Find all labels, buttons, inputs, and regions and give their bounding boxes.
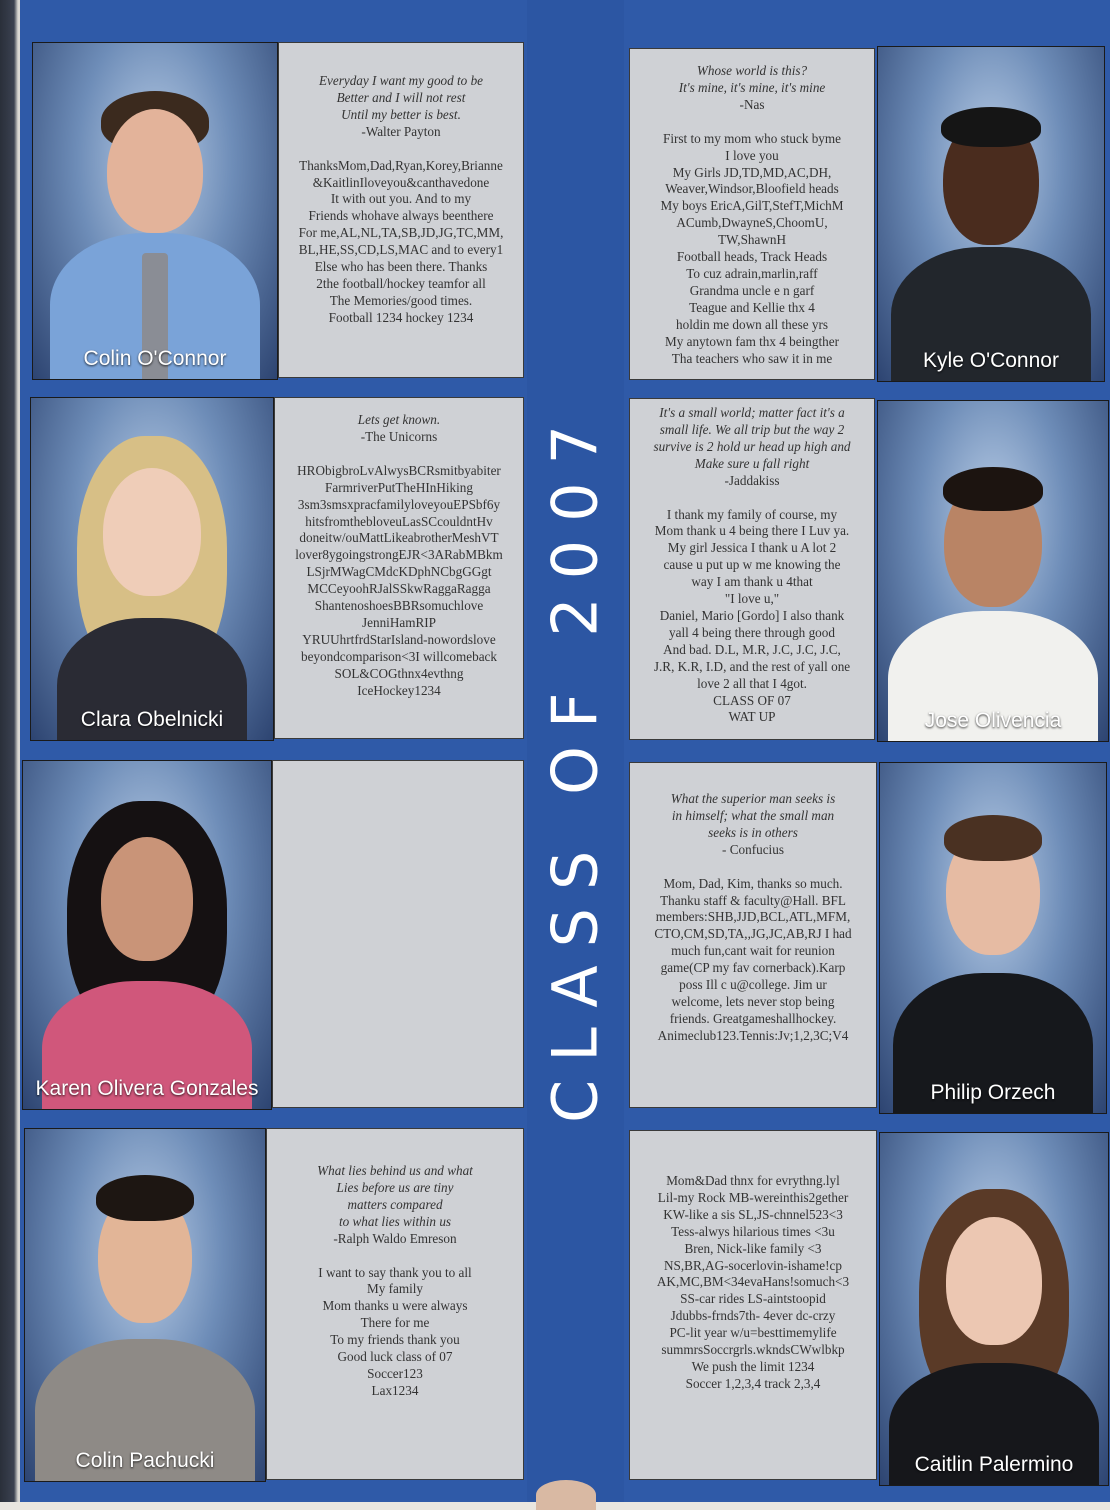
student-name: Karen Olivera Gonzales bbox=[35, 1077, 259, 1100]
student-photo-clara-obelnicki bbox=[30, 397, 274, 741]
quote-box-kyle-oconnor bbox=[629, 48, 875, 380]
quote-text: It's a small world; matter fact it's a small life. We all trip but the way 2 survive is 2 hold ur head up high and Make sure u fall right bbox=[653, 405, 851, 471]
student-name: Clara Obelnicki bbox=[80, 708, 224, 731]
message-text: Mom&Dad thnx for evrythng.lyl Lil-my Rock MB-wereinthis2gether KW-like a sis SL,JS-chnnel523<3 Tess-alwys hilarious times <3u Bren, Nick-like family <3 NS,BR,AG-socerlovin-ishame!cp AK,MC,BM<34evaHans!somuch<3 SS-car rides LS-aintstoopid Jdubbs-frnds7th- 4ever dc-crzy PC-lit year w/u=besttimemylife summrsSoccrgrls.wkndsCWwlbkp We push the limit 1234 Soccer 1,2,3,4 track 2,3,4 bbox=[656, 1173, 850, 1391]
quote-box-caitlin-palermino bbox=[629, 1130, 877, 1480]
message-text: I want to say thank you to all My family Mom thanks u were always There for me To my friends thank you Good luck class of 07 Soccer123 Lax1234 bbox=[318, 1264, 472, 1398]
quote-attribution: - Confucius bbox=[722, 841, 784, 857]
quote-box-jose-olivencia bbox=[629, 398, 875, 740]
student-name: Kyle O'Connor bbox=[923, 349, 1059, 372]
quote-text: What the superior man seeks is in himself; what the small man seeks is in others bbox=[670, 791, 836, 840]
student-photo-philip-orzech bbox=[879, 762, 1107, 1114]
student-name: Jose Olivencia bbox=[924, 709, 1062, 732]
message-text: First to my mom who stuck byme I love you My Girls JD,TD,MD,AC,DH, Weaver,Windsor,Bloofield heads My boys EricA,GilT,StefT,MichM ACumb,DwayneS,ChoomU, TW,ShawnH Football heads, Track Heads To cuz adrain,marlin,raff Grandma uncle e n garf Teague and Kellie thx 4 holdin me down all these yrs My anytown fam thx 4 beingther Tha teachers who saw it in me bbox=[660, 130, 844, 366]
quote-text: Whose world is this? It's mine, it's mine, it's mine bbox=[678, 63, 826, 95]
quote-attribution: -Jaddakiss bbox=[724, 472, 780, 488]
quote-box-philip-orzech bbox=[629, 762, 877, 1108]
student-name: Colin Pachucki bbox=[75, 1449, 215, 1472]
quote-attribution: -Ralph Waldo Emreson bbox=[333, 1230, 457, 1246]
message-text: ThanksMom,Dad,Ryan,Korey,Brianne &KaitlinIloveyou&canthavedone It with out you. And to my Friends whohave always beenthere For me,AL,NL,TA,SB,JD,JG,TC,MM, BL,HE,SS,CD,LS,MAC and to every1 Else who has been there. Thanks 2the football/hockey teamfor all The Memories/good times. Football 1234 hockey 1234 bbox=[298, 157, 504, 325]
student-photo-colin-pachucki bbox=[24, 1128, 266, 1482]
quote-attribution: -Nas bbox=[739, 96, 765, 112]
quote-box-clara-obelnicki bbox=[274, 397, 524, 739]
quote-text: Lets get known. bbox=[357, 412, 441, 427]
quote-text: Everyday I want my good to be Better and I will not rest Until my better is best. bbox=[318, 73, 484, 122]
student-photo-karen-olivera-gonzales bbox=[22, 760, 272, 1110]
student-name: Colin O'Connor bbox=[83, 347, 227, 370]
quote-attribution: -The Unicorns bbox=[360, 428, 438, 444]
class-of-label: CLASS OF 2007 bbox=[538, 406, 612, 1124]
student-name: Philip Orzech bbox=[930, 1081, 1056, 1104]
thumb-edge bbox=[536, 1480, 596, 1510]
message-text: Mom, Dad, Kim, thanks so much. Thanku staff & faculty@Hall. BFL members:SHB,JJD,BCL,ATL,MFM, CTO,CM,SD,TA,,JG,JC,AB,RJ I had much fun,cant wait for reunion game(CP my fav cornerback).Karp poss Ill c u@college. Jim ur welcome, lets never stop being friends. Greatgameshallhockey. Animeclub123.Tennis:Jv;1,2,3C;V4 bbox=[654, 875, 852, 1043]
student-photo-kyle-oconnor bbox=[877, 46, 1105, 382]
student-photo-colin-oconnor bbox=[32, 42, 278, 380]
quote-box-colin-pachucki bbox=[266, 1128, 524, 1480]
quote-box-karen-olivera-gonzales bbox=[272, 760, 524, 1108]
quote-attribution: -Walter Payton bbox=[361, 123, 441, 139]
message-text: HRObigbroLvAlwysBCRsmitbyabiter FarmriverPutTheHInHiking 3sm3smsxpracfamilyloveyouEPSbf6y hitsfromthebloveuLasSCcouldntHv doneitw/ouMattLikeabrotherMeshVT lover8ygoingstrongEJR<3ARabMBkm LSjrMWagCMdcKDphNCbgGGgt MCCeyoohRJalSSkwRaggaRagga ShantenoshoesBBRsomuchlove JenniHamRIP YRUUhrtfrdStarIsland-nowordslove beyondcomparison<3I willcomeback SOL&COGthnx4evthng IceHockey1234 bbox=[295, 462, 503, 698]
student-name: Caitlin Palermino bbox=[914, 1453, 1074, 1476]
message-text: I thank my family of course, my Mom thank u 4 being there I Luv ya. My girl Jessica I thank u A lot 2 cause u put up w me knowing the way I am thank u 4that "I love u," Daniel, Mario [Gordo] I also thank yall 4 being there through good And bad. D.L, M.R, J.C, J.C, J.C, J.R, K.R, I.D, and the rest of yall one love 2 all that I 4got. CLASS OF 07 WAT UP bbox=[653, 506, 851, 725]
quote-box-colin-oconnor bbox=[278, 42, 524, 378]
student-photo-jose-olivencia bbox=[877, 400, 1109, 742]
student-photo-caitlin-palermino bbox=[879, 1132, 1109, 1486]
quote-text: What lies behind us and what Lies before us are tiny matters compared to what lies within us bbox=[317, 1163, 473, 1229]
